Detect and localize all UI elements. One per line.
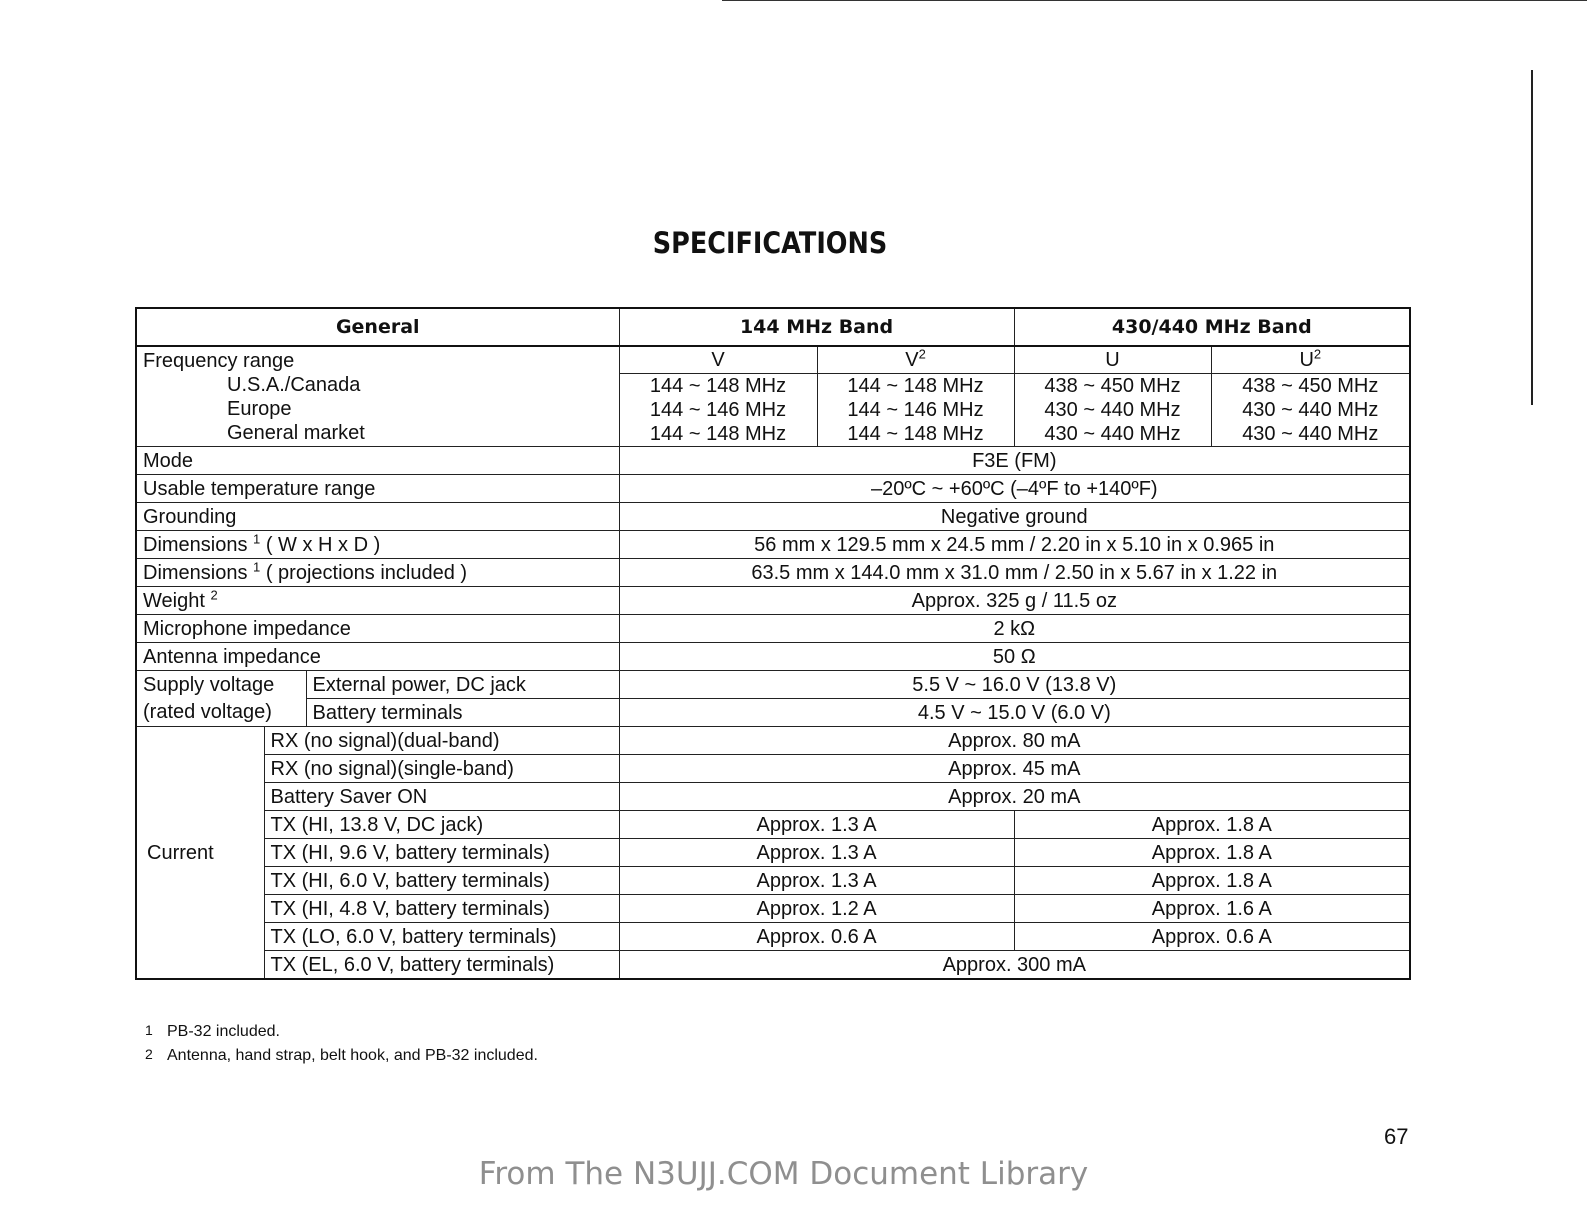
current-row [136, 867, 1410, 895]
footnote-mark: 1 [145, 1022, 153, 1038]
page-number: 67 [1384, 1124, 1409, 1149]
freq-value: 438 ~ 450 MHz [1242, 375, 1379, 397]
temperature-row [136, 475, 1410, 503]
current-row [136, 951, 1410, 980]
supply-battery-row [136, 699, 1410, 727]
header-430-band: 430/440 MHz Band [1014, 308, 1410, 346]
current-item-label: TX (HI, 4.8 V, battery terminals) [264, 895, 619, 923]
freq-value: 430 ~ 440 MHz [1242, 399, 1379, 421]
spec-label: Grounding [136, 503, 619, 531]
spec-label: Microphone impedance [136, 615, 619, 643]
spec-label-cell [136, 531, 619, 559]
freq-value: 144 ~ 148 MHz [847, 375, 984, 397]
freq-value: 144 ~ 146 MHz [649, 399, 787, 421]
footnote-text: Antenna, hand strap, belt hook, and PB-32 included. [167, 1047, 538, 1064]
current-value-430: Approx. 1.8 A [1014, 839, 1410, 867]
freq-value: 144 ~ 146 MHz [847, 399, 984, 421]
footnote-ref: 2 [210, 586, 218, 602]
current-row [136, 923, 1410, 951]
spec-label: Usable temperature range [136, 475, 619, 503]
freq-col-v [619, 346, 817, 447]
spec-value: 63.5 mm x 144.0 mm x 31.0 mm / 2.50 in x 5.67 in x 1.22 in [619, 559, 1410, 587]
spec-label: Weight [143, 589, 205, 612]
current-item-label: TX (EL, 6.0 V, battery terminals) [264, 951, 619, 980]
mic-impedance-row [136, 615, 1410, 643]
current-row [136, 895, 1410, 923]
page-edge-line [1531, 70, 1533, 405]
frequency-label: Frequency range [143, 349, 295, 372]
spec-table [135, 307, 1411, 980]
region-general: General market [227, 421, 365, 444]
region-usa: U.S.A./Canada [227, 373, 361, 396]
footnote-mark: 2 [145, 1046, 153, 1062]
current-row [136, 811, 1410, 839]
freq-value: 430 ~ 440 MHz [1044, 423, 1181, 445]
freq-head-u: U [1105, 349, 1120, 371]
current-value: Approx. 80 mA [619, 727, 1410, 755]
spec-label: Dimensions [143, 561, 248, 584]
page-title: SPECIFICATIONS [652, 226, 888, 260]
footnote [145, 1020, 538, 1044]
current-item-label: RX (no signal)(dual-band) [264, 727, 619, 755]
spec-value: –20ºC ~ +60ºC (–4ºF to +140ºF) [619, 475, 1410, 503]
current-value-144: Approx. 1.3 A [619, 811, 1014, 839]
current-item-label: TX (HI, 13.8 V, DC jack) [264, 811, 619, 839]
spec-label-cell [136, 587, 619, 615]
current-item-label: TX (HI, 9.6 V, battery terminals) [264, 839, 619, 867]
antenna-impedance-row [136, 643, 1410, 671]
weight-row [136, 587, 1410, 615]
freq-value: 430 ~ 440 MHz [1044, 399, 1181, 421]
spec-value: F3E (FM) [619, 447, 1410, 475]
freq-head-sup: 2 [1313, 346, 1322, 362]
region-europe: Europe [227, 397, 292, 420]
footnotes [145, 1020, 538, 1068]
freq-col-v2 [817, 346, 1014, 447]
freq-value: 144 ~ 148 MHz [847, 423, 984, 445]
spec-value: 5.5 V ~ 16.0 V (13.8 V) [619, 671, 1410, 699]
footnote-ref: 1 [253, 530, 261, 546]
freq-head-v: V [711, 349, 725, 371]
freq-value: 144 ~ 148 MHz [649, 423, 787, 445]
current-row [136, 755, 1410, 783]
spec-label-cell [136, 559, 619, 587]
current-value: Approx. 300 mA [619, 951, 1410, 980]
header-general: General [136, 308, 619, 346]
mode-row [136, 447, 1410, 475]
current-value-430: Approx. 1.6 A [1014, 895, 1410, 923]
frequency-label-cell [136, 346, 619, 447]
grounding-row [136, 503, 1410, 531]
current-value-430: Approx. 1.8 A [1014, 867, 1410, 895]
spec-value: 56 mm x 129.5 mm x 24.5 mm / 2.20 in x 5.10 in x 0.965 in [619, 531, 1410, 559]
supply-item-label: External power, DC jack [306, 671, 619, 699]
footnote [145, 1044, 538, 1068]
header-144-band: 144 MHz Band [619, 308, 1014, 346]
dimensions-row [136, 531, 1410, 559]
supply-label-line1: Supply voltage [136, 671, 306, 699]
current-item-label: TX (LO, 6.0 V, battery terminals) [264, 923, 619, 951]
supply-dc-row [136, 671, 1410, 699]
spec-label-suffix: ( W x H x D ) [260, 533, 381, 556]
spec-label: Antenna impedance [136, 643, 619, 671]
current-row [136, 783, 1410, 811]
freq-col-u2 [1211, 346, 1410, 447]
current-item-label: TX (HI, 6.0 V, battery terminals) [264, 867, 619, 895]
freq-value: 144 ~ 148 MHz [649, 375, 787, 397]
current-value-144: Approx. 0.6 A [619, 923, 1014, 951]
current-value-430: Approx. 1.8 A [1014, 811, 1410, 839]
spec-value: 4.5 V ~ 15.0 V (6.0 V) [619, 699, 1410, 727]
current-value-430: Approx. 0.6 A [1014, 923, 1410, 951]
current-item-label: Battery Saver ON [264, 783, 619, 811]
current-row [136, 727, 1410, 755]
dimensions-projections-row [136, 559, 1410, 587]
library-watermark: From The N3UJJ.COM Document Library [478, 1156, 1089, 1192]
current-value-144: Approx. 1.2 A [619, 895, 1014, 923]
current-value: Approx. 20 mA [619, 783, 1410, 811]
current-value-144: Approx. 1.3 A [619, 839, 1014, 867]
spec-value: Negative ground [619, 503, 1410, 531]
current-value: Approx. 45 mA [619, 755, 1410, 783]
supply-item-label: Battery terminals [306, 699, 619, 727]
spec-value: Approx. 325 g / 11.5 oz [619, 587, 1410, 615]
freq-head-u2: U [1299, 349, 1314, 371]
spec-value: 50 Ω [619, 643, 1410, 671]
spec-label: Mode [136, 447, 619, 475]
footnote-text: PB-32 included. [167, 1023, 280, 1040]
footnote-ref: 1 [253, 558, 261, 574]
current-item-label: RX (no signal)(single-band) [264, 755, 619, 783]
spec-label-suffix: ( projections included ) [260, 561, 468, 584]
spec-label: Dimensions [143, 533, 248, 556]
frequency-row [136, 346, 1410, 447]
freq-value: 430 ~ 440 MHz [1242, 423, 1379, 445]
current-row [136, 839, 1410, 867]
header-row [136, 308, 1410, 346]
freq-head-sup: 2 [918, 346, 926, 362]
spec-value: 2 kΩ [619, 615, 1410, 643]
freq-head-v2: V [905, 349, 919, 371]
current-value-144: Approx. 1.3 A [619, 867, 1014, 895]
supply-label-line2: (rated voltage) [136, 699, 306, 727]
freq-col-u [1014, 346, 1211, 447]
current-label: Current [136, 727, 264, 980]
freq-value: 438 ~ 450 MHz [1044, 375, 1181, 397]
top-rule [722, 0, 1587, 1]
